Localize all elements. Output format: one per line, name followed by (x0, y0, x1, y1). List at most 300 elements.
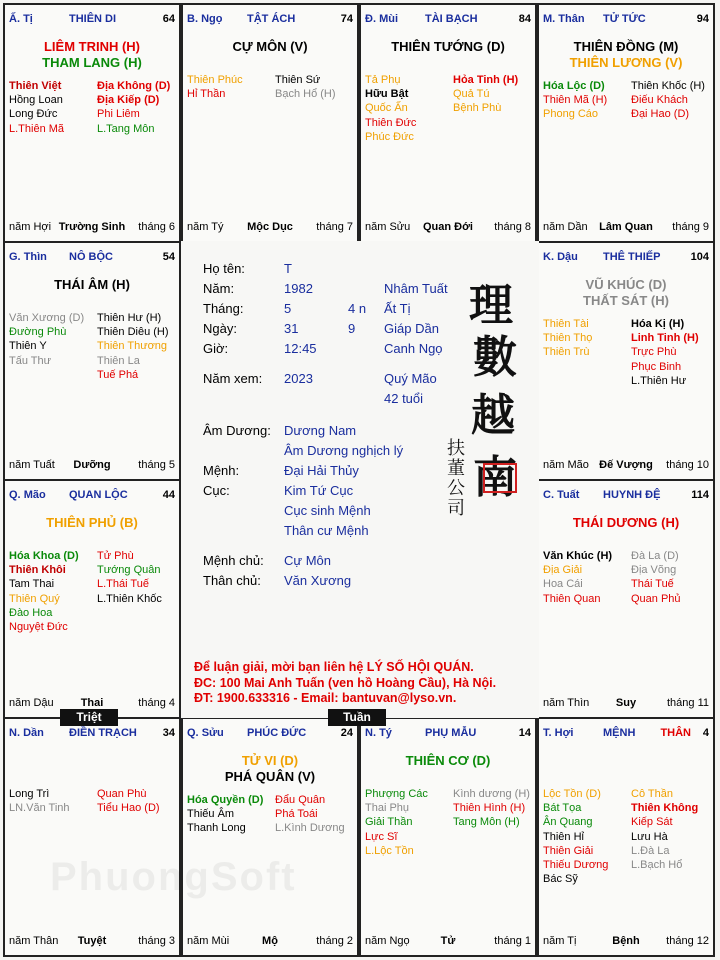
minor-stars-right (631, 79, 705, 122)
stem-text: B. (187, 13, 198, 25)
minor-star: Quan Phủ (631, 592, 681, 605)
minor-star: Thiên Sứ (275, 74, 321, 86)
palace-name: TẬT ÁCH (247, 13, 296, 25)
minor-star: Kình dương (H) (453, 788, 530, 800)
palace-header (543, 489, 709, 503)
minor-stars-left (9, 79, 64, 136)
branch-text: Tý (379, 727, 392, 739)
palace-name: MỆNH (603, 727, 636, 739)
minor-star: Lộc Tồn (D) (543, 788, 601, 800)
contact-line-3: ĐT: 1900.633316 - Email: bantuvan@lyso.vn. (194, 691, 457, 705)
minor-stars-right (97, 311, 169, 382)
info-lunar: 9 (348, 321, 356, 336)
minor-stars-right (631, 549, 681, 606)
calligraphy-char-1: 理 (469, 280, 513, 331)
minor-star: Địa Giải (543, 564, 583, 577)
minor-star: Thiên Không (631, 802, 699, 815)
than-chu-label: Thân chủ: (203, 573, 261, 588)
palace-number: 24 (340, 727, 353, 739)
minor-star: Thiếu Dương (543, 859, 609, 872)
palace-name: HUYNH ĐỆ (603, 489, 661, 501)
branch-text: Ngọ (201, 13, 223, 25)
palace-name: THÊ THIẾP (603, 251, 661, 263)
footer-month: tháng 1 (494, 935, 531, 947)
main-star: THIÊN CƠ (D) (405, 753, 491, 768)
minor-star: Hồng Loan (9, 94, 63, 107)
minor-star: Thiên Thọ (543, 332, 593, 345)
palace-number: 114 (691, 489, 709, 501)
info-label: Năm xem: (203, 371, 263, 386)
footer-month: tháng 4 (138, 697, 175, 709)
minor-stars-right (97, 79, 170, 136)
minor-stars-left (187, 73, 243, 101)
palace-footer (365, 935, 531, 949)
minor-star: Ân Quang (543, 816, 593, 829)
footer-month: tháng 8 (494, 221, 531, 233)
minor-star: Trực Phù (631, 346, 677, 359)
minor-stars-left (365, 787, 428, 858)
minor-star: Quan Phù (97, 788, 147, 800)
minor-star: Hóa Kị (H) (631, 318, 685, 330)
minor-star: Phục Binh (631, 360, 682, 373)
footer-year: năm Dần (543, 221, 588, 233)
minor-star: L.Thiên Khốc (97, 592, 162, 605)
minor-star: Giải Thần (365, 816, 413, 829)
palace-name: NÔ BỘC (69, 251, 113, 263)
minor-star: Thiên Y (9, 340, 47, 353)
palace-hoi[interactable] (537, 717, 715, 957)
minor-star: Tả Phụ (365, 74, 401, 86)
minor-star: L.Thái Tuế (97, 578, 149, 591)
minor-star: Cô Thần (631, 788, 673, 800)
minor-star: Tử Phù (97, 550, 134, 562)
minor-star: Phi Liêm (97, 108, 140, 121)
info-label: Giờ: (203, 341, 229, 356)
minor-star: Long Trì (9, 788, 50, 800)
main-star: PHÁ QUÂN (V) (224, 769, 316, 784)
palace-number: 74 (340, 13, 353, 25)
minor-star: Bác Sỹ (543, 873, 578, 886)
footer-month: tháng 7 (316, 221, 353, 233)
palace-number: 104 (690, 251, 709, 263)
tuan-badge: Tuần (328, 709, 386, 726)
am-duong-note: Âm Dương nghịch lý (284, 443, 404, 458)
cuc-label: Cục: (203, 483, 230, 498)
minor-star: Phượng Các (365, 788, 428, 800)
palace-header (9, 489, 175, 503)
palace-stem (9, 251, 47, 263)
calligraphy-char-2: 數 (473, 332, 517, 383)
footer-stage: Mộc Dục (247, 221, 293, 233)
minor-star: Thai Phụ (365, 802, 410, 815)
minor-star: Thiên Giải (543, 844, 594, 857)
stem-text: Q. (9, 489, 21, 501)
branch-text: Hợi (554, 727, 574, 739)
palace-stem (543, 13, 585, 25)
main-star: THÁI DƯƠNG (H) (572, 515, 680, 530)
branch-text: Mùi (379, 13, 399, 25)
palace-header (9, 251, 175, 265)
minor-star: Thiên Khôi (9, 564, 66, 577)
info-label: Tháng: (203, 301, 244, 316)
footer-year: năm Thìn (543, 697, 590, 709)
minor-star: Tướng Quân (97, 564, 161, 577)
main-star: THIÊN ĐỒNG (M) (573, 39, 679, 54)
minor-star: L.Tang Môn (97, 122, 155, 135)
minor-stars-left (365, 73, 416, 144)
minor-star: Phong Cáo (543, 108, 599, 121)
minor-star: Phá Toái (275, 808, 318, 821)
minor-star: Điếu Khách (631, 94, 688, 107)
palace-tuat[interactable] (537, 479, 715, 719)
info-canchi: Canh Ngọ (384, 341, 443, 356)
minor-star: Quốc Ấn (365, 102, 408, 115)
info-lunar: 4 n (348, 301, 367, 316)
minor-star: Thiên Việt (9, 80, 62, 92)
main-star: THAM LANG (H) (42, 55, 142, 70)
minor-star: L.Kình Dương (275, 822, 345, 835)
minor-stars-left (9, 311, 84, 368)
minor-star: Thiên Đức (365, 116, 417, 129)
palace-stem (365, 727, 392, 739)
palace-name: TÀI BẠCH (425, 13, 478, 25)
stem-text: Q. (187, 727, 199, 739)
minor-star: Hóa Quyền (D) (187, 794, 264, 806)
footer-year: năm Dậu (9, 697, 54, 709)
minor-star: Thái Tuế (631, 578, 674, 591)
minor-star: Hỏa Tinh (H) (453, 74, 519, 86)
minor-star: Thiếu Âm (187, 808, 235, 821)
palace-number: 34 (162, 727, 175, 739)
main-star: THIÊN TƯỚNG (D) (391, 39, 505, 54)
palace-header (543, 727, 709, 741)
minor-stars-right (631, 787, 698, 872)
footer-year: năm Sửu (365, 221, 411, 233)
palace-footer (543, 221, 709, 235)
stem-text: K. (543, 251, 554, 263)
minor-stars-left (9, 787, 70, 815)
palace-stem (9, 13, 33, 25)
branch-text: Tị (23, 13, 33, 25)
main-star: THẤT SÁT (H) (583, 293, 669, 308)
info-label: Ngày: (203, 321, 237, 336)
footer-year: năm Hợi (9, 221, 52, 233)
minor-star: Đà La (D) (631, 550, 679, 562)
minor-star: Thanh Long (187, 822, 246, 835)
minor-star: Bát Tọa (543, 802, 582, 815)
palace-ti[interactable] (3, 3, 181, 243)
am-duong-value: Dương Nam (284, 423, 357, 438)
footer-month: tháng 3 (138, 935, 175, 947)
main-star: VŨ KHÚC (D) (585, 277, 667, 292)
info-canchi: Giáp Dần (384, 321, 439, 336)
palace-footer (365, 221, 531, 235)
palace-stem (187, 13, 222, 25)
info-value: 31 (284, 321, 299, 336)
minor-star: Lưu Hà (631, 830, 668, 843)
minor-star: Địa Kiếp (D) (97, 94, 160, 107)
palace-footer (187, 935, 353, 949)
main-star: TỬ VI (D) (241, 753, 299, 768)
palace-header (9, 13, 175, 27)
than-marker: THÂN (660, 727, 691, 739)
minor-star: Thiên La (97, 354, 140, 367)
info-label: Họ tên: (203, 261, 245, 276)
minor-star: Hữu Bật (365, 88, 409, 101)
info-canchi: Ất Tị (384, 301, 411, 316)
center-info-panel (181, 241, 539, 718)
palace-name: ĐIỀN TRẠCH (69, 727, 137, 739)
stem-text: N. (365, 727, 376, 739)
info-value: 2023 (284, 371, 313, 386)
footer-month: tháng 10 (666, 459, 709, 471)
minor-star: Bạch Hổ (H) (275, 88, 336, 101)
minor-star: Hoa Cái (543, 578, 583, 591)
minor-star: Hỉ Thần (187, 88, 226, 101)
minor-star: Thiên Khốc (H) (631, 80, 705, 92)
palace-stem (187, 727, 224, 739)
red-seal-stamp (483, 463, 517, 493)
minor-star: Tấu Thư (9, 354, 52, 367)
minor-star: Thiên Hỉ (543, 830, 584, 843)
info-value: 5 (284, 301, 292, 316)
footer-stage: Tuyệt (77, 935, 107, 947)
stem-text: M. (543, 13, 556, 25)
palace-name: THIÊN DI (69, 13, 117, 25)
minor-star: Địa Không (D) (97, 80, 171, 92)
minor-star: Hóa Lộc (D) (543, 80, 605, 92)
minor-star: Linh Tinh (H) (631, 332, 699, 345)
minor-stars-right (453, 787, 530, 830)
minor-stars-right (275, 73, 336, 101)
footer-stage: Thai (80, 697, 104, 709)
footer-year: năm Tý (187, 221, 224, 233)
branch-text: Thân (558, 13, 585, 25)
minor-star: Thiên Trù (543, 346, 590, 359)
contact-line-1: Để luận giải, mời bạn liên hệ LÝ SỐ HỘI QUÁN. (194, 660, 474, 674)
palace-footer (543, 935, 709, 949)
footer-stage: Bệnh (612, 935, 640, 947)
calligraphy-char-4: 南 (473, 452, 517, 503)
palace-number: 54 (162, 251, 175, 263)
minor-stars-left (543, 317, 592, 360)
minor-star: L.Bạch Hổ (631, 859, 683, 872)
footer-month: tháng 6 (138, 221, 175, 233)
palace-name: TỬ TỨC (603, 13, 646, 25)
stem-text: T. (543, 727, 552, 739)
minor-stars-left (187, 793, 263, 836)
minor-star: Bệnh Phù (453, 102, 502, 115)
stem-text: C. (543, 489, 554, 501)
minor-star: Địa Võng (631, 564, 677, 577)
branch-text: Mão (23, 489, 46, 501)
minor-stars-left (543, 549, 612, 606)
minor-star: Đại Hao (D) (631, 108, 690, 121)
minor-star: Kiếp Sát (631, 816, 673, 829)
seal-small-text: 扶董公司 (447, 438, 465, 519)
info-value: 1982 (284, 281, 313, 296)
minor-star: Văn Khúc (H) (543, 550, 613, 562)
main-star: THIÊN PHỦ (B) (46, 515, 138, 530)
minor-star: Lực Sĩ (365, 830, 398, 843)
footer-month: tháng 5 (138, 459, 175, 471)
palace-footer (187, 221, 353, 235)
palace-header (187, 727, 353, 741)
minor-star: Thiên Mã (H) (543, 94, 608, 107)
stem-text: Ấ. (9, 13, 20, 25)
minor-star: Quả Tú (453, 88, 490, 101)
info-label: Năm: (203, 281, 235, 296)
info-canchi: Quý Mão (384, 371, 437, 386)
contact-line-2: ĐC: 100 Mai Anh Tuấn (ven hồ Hoàng Cầu), Hà Nội. (194, 676, 497, 690)
cuc-value: Kim Tứ Cục (284, 483, 354, 498)
minor-star: L.Lộc Tồn (365, 844, 414, 857)
palace-thin[interactable] (3, 241, 181, 481)
palace-header (365, 13, 531, 27)
minor-star: LN.Văn Tinh (9, 802, 70, 815)
footer-year: năm Tuất (9, 459, 55, 471)
menh-chu-label: Mệnh chủ: (203, 553, 264, 568)
minor-star: Đường Phù (9, 326, 67, 339)
minor-star: Thiên Quan (543, 592, 601, 605)
minor-star: Long Đức (9, 108, 58, 121)
minor-star: Phúc Đức (365, 130, 414, 143)
palace-mao[interactable] (3, 479, 181, 719)
minor-stars-left (543, 787, 608, 886)
watermark: PhuongSoft (50, 855, 297, 899)
minor-star: Nguyệt Đức (9, 621, 68, 634)
palace-stem (9, 727, 44, 739)
palace-suu[interactable] (181, 717, 359, 957)
branch-text: Dậu (557, 251, 578, 263)
footer-stage: Đế Vượng (599, 459, 653, 471)
footer-stage: Trường Sinh (58, 221, 126, 233)
minor-star: Thiên Hình (H) (453, 802, 526, 815)
branch-text: Tuất (557, 489, 580, 501)
calligraphy-char-3: 越 (471, 390, 515, 441)
palace-ty[interactable] (359, 717, 537, 957)
minor-stars-right (453, 73, 518, 116)
minor-star: Thiên Thương (97, 340, 168, 353)
stem-text: Đ. (365, 13, 376, 25)
minor-star: Tang Môn (H) (453, 816, 520, 829)
minor-star: L.Thiên Mã (9, 122, 65, 135)
footer-month: tháng 9 (672, 221, 709, 233)
triet-badge: Triệt (60, 709, 118, 726)
minor-stars-left (543, 79, 607, 122)
info-value: 12:45 (284, 341, 317, 356)
branch-text: Dần (23, 727, 44, 739)
am-duong-label: Âm Dương: (203, 423, 271, 438)
palace-stem (543, 489, 579, 501)
palace-name: QUAN LỘC (69, 489, 128, 501)
palace-dau[interactable] (537, 241, 715, 481)
minor-star: Hóa Khoa (D) (9, 550, 79, 562)
minor-star: L.Thiên Hư (631, 374, 687, 387)
minor-star: Thiên Phúc (187, 74, 243, 86)
minor-stars-right (631, 317, 699, 388)
palace-footer (9, 935, 175, 949)
palace-stem (9, 489, 46, 501)
minor-star: Thiên Hư (H) (97, 312, 162, 324)
cuc-note-2: Thân cư Mệnh (284, 523, 369, 538)
minor-star: Thiên Diêu (H) (97, 326, 169, 339)
footer-stage: Suy (615, 697, 637, 709)
palace-number: 14 (518, 727, 531, 739)
than-chu-value: Văn Xương (284, 573, 352, 588)
palace-mui[interactable] (359, 3, 537, 243)
stem-text: G. (9, 251, 21, 263)
palace-number: 94 (696, 13, 709, 25)
palace-footer (543, 697, 709, 711)
palace-number: 84 (518, 13, 531, 25)
info-canchi: 42 tuổi (384, 391, 424, 406)
minor-stars-right (97, 787, 160, 815)
footer-month: tháng 2 (316, 935, 353, 947)
menh-label: Mệnh: (203, 463, 240, 478)
minor-star: Tam Thai (9, 578, 55, 591)
footer-year: năm Ngọ (365, 935, 410, 947)
palace-stem (365, 13, 398, 25)
info-value: T (284, 261, 292, 276)
branch-text: Thìn (23, 251, 47, 263)
branch-text: Sửu (201, 727, 224, 739)
menh-value: Đại Hải Thủy (284, 463, 359, 478)
main-star: THIÊN LƯƠNG (V) (569, 55, 683, 70)
info-canchi: Nhâm Tuất (384, 281, 448, 296)
cuc-note-1: Cục sinh Mệnh (284, 503, 371, 518)
palace-number: 64 (162, 13, 175, 25)
footer-year: năm Mão (543, 459, 589, 471)
footer-year: năm Tị (543, 935, 577, 947)
footer-month: tháng 11 (666, 697, 709, 709)
minor-stars-right (275, 793, 345, 836)
main-star: CỰ MÔN (V) (232, 39, 308, 54)
footer-month: tháng 12 (666, 935, 709, 947)
main-star: THÁI ÂM (H) (54, 277, 130, 292)
palace-footer (543, 459, 709, 473)
palace-number: 4 (702, 727, 709, 739)
minor-star: Tuế Phá (97, 368, 139, 381)
palace-footer (9, 459, 175, 473)
palace-header (9, 727, 175, 741)
footer-stage: Tử (440, 935, 456, 947)
stem-text: N. (9, 727, 20, 739)
palace-stem (543, 727, 573, 739)
palace-number: 44 (162, 489, 175, 501)
palace-ngo[interactable] (181, 3, 359, 243)
palace-stem (543, 251, 578, 263)
footer-stage: Lâm Quan (599, 221, 653, 233)
minor-stars-left (9, 549, 79, 634)
palace-header (543, 251, 709, 265)
minor-star: Thiên Tài (543, 318, 589, 330)
palace-header (187, 13, 353, 27)
palace-header (365, 727, 531, 741)
palace-header (543, 13, 709, 27)
minor-stars-right (97, 549, 162, 606)
footer-stage: Mộ (262, 935, 278, 947)
palace-dan[interactable] (3, 717, 181, 957)
footer-stage: Quan Đới (423, 221, 473, 233)
minor-star: Văn Xương (D) (9, 312, 85, 324)
footer-year: năm Thân (9, 935, 59, 947)
footer-stage: Dưỡng (73, 459, 111, 471)
palace-name: PHỤ MẪU (425, 727, 477, 739)
minor-star: L.Đà La (631, 844, 670, 857)
footer-year: năm Mùi (187, 935, 230, 947)
palace-than[interactable] (537, 3, 715, 243)
